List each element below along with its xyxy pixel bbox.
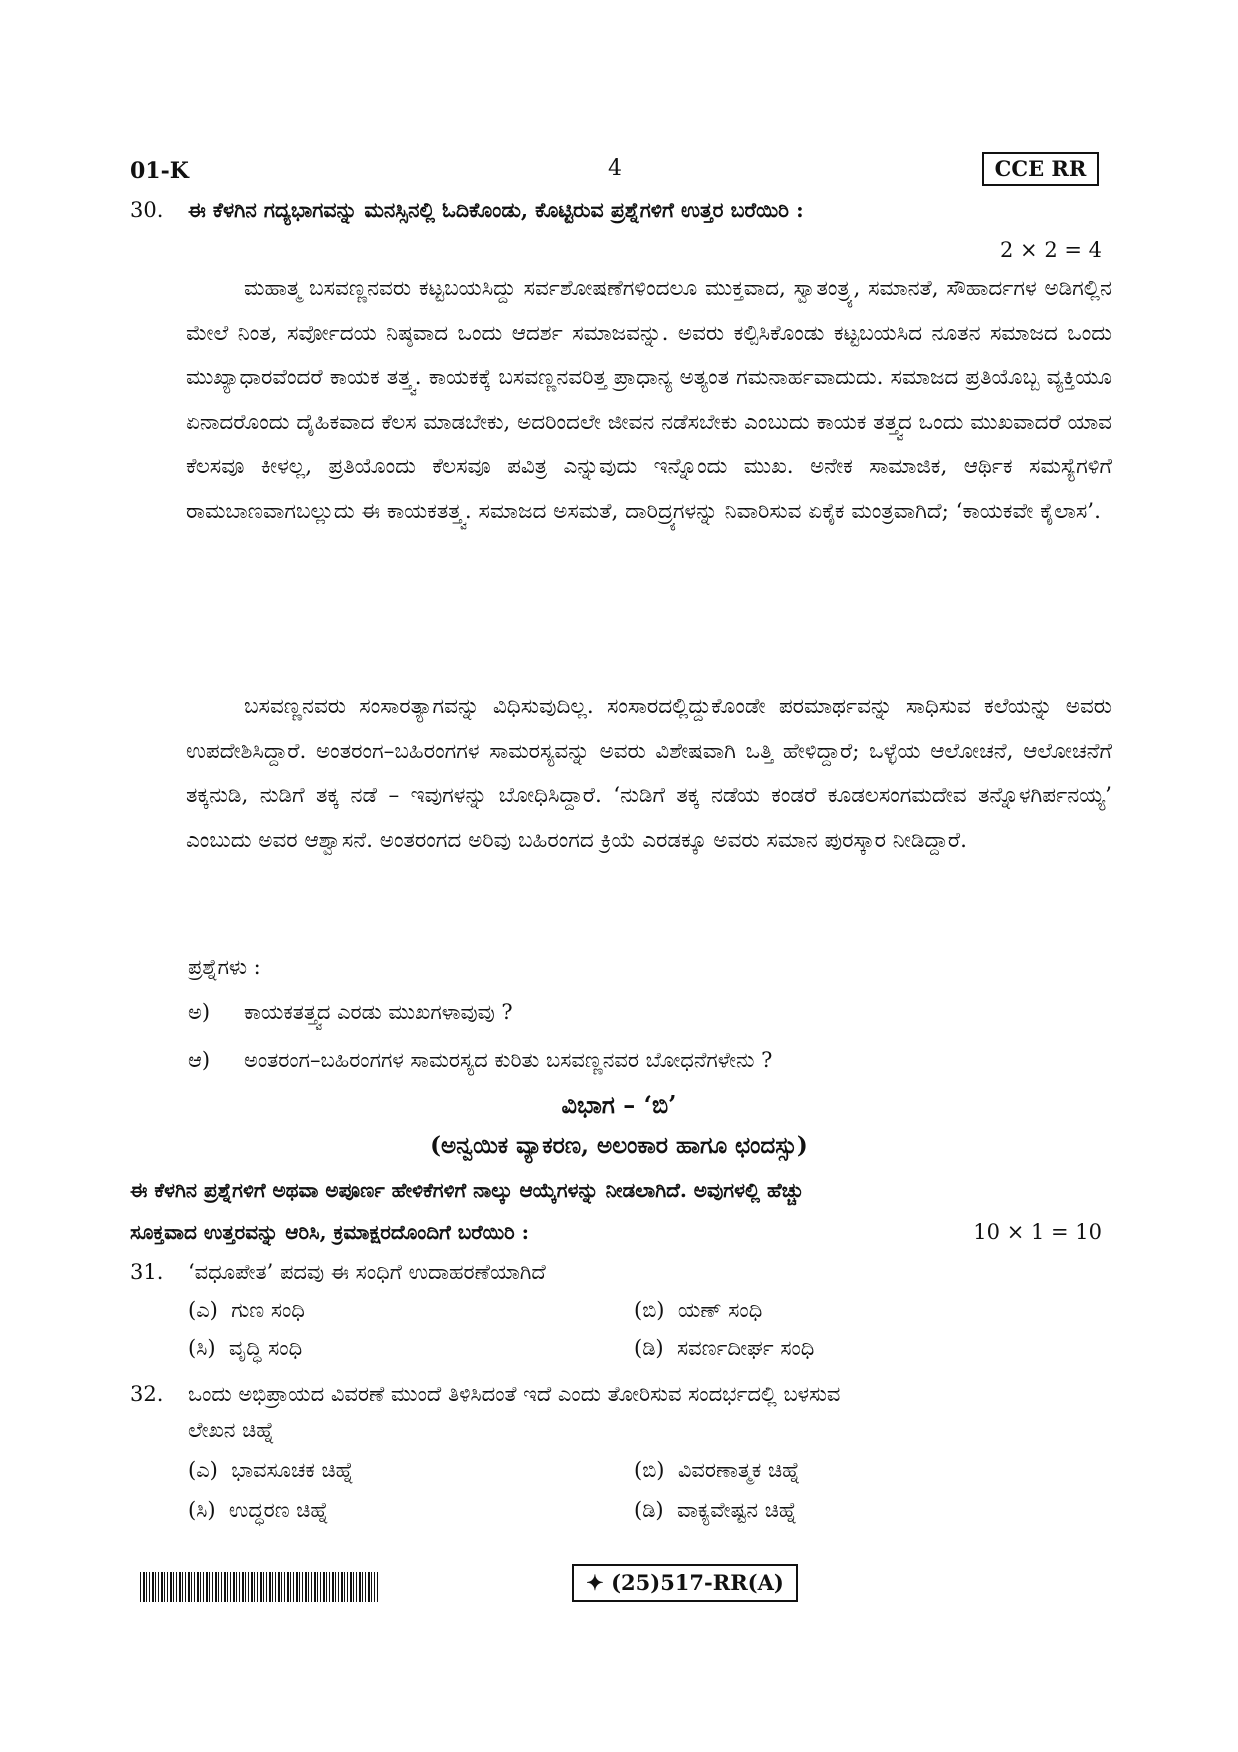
option-text: ಯಣ್ ಸಂಧಿ bbox=[677, 1298, 763, 1322]
questions-label: ಪ್ರಶ್ನೆಗಳು : bbox=[188, 955, 261, 979]
q32-option-d bbox=[634, 1498, 797, 1523]
q30-sub-b-marker: ಆ) bbox=[188, 1048, 211, 1072]
q31-option-b bbox=[634, 1298, 762, 1323]
q31-text: ‘ವಧೂಪೇತ’ ಪದವು ಈ ಸಂಧಿಗೆ ಉದಾಹರಣೆಯಾಗಿದೆ bbox=[188, 1260, 546, 1284]
q32-option-a bbox=[188, 1458, 354, 1483]
section-b-title: ವಿಭಾಗ – ‘ಬಿ’ bbox=[561, 1090, 677, 1119]
option-text: ಸವರ್ಣದೀರ್ಘ ಸಂಧಿ bbox=[676, 1336, 815, 1360]
barcode bbox=[140, 1572, 378, 1602]
q30-sub-a-text: ಕಾಯಕತತ್ತ್ವದ ಎರಡು ಮುಖಗಳಾವುವು ? bbox=[244, 1000, 513, 1024]
footer-code-box bbox=[572, 1564, 798, 1602]
option-marker: (ಬಿ) bbox=[634, 1458, 665, 1482]
option-text: ವೃದ್ಧಿ ಸಂಧಿ bbox=[228, 1336, 303, 1360]
q32-option-b bbox=[634, 1458, 800, 1483]
q30-number: 30. bbox=[130, 198, 164, 222]
q31-number: 31. bbox=[130, 1260, 164, 1284]
q31-option-c bbox=[188, 1336, 302, 1361]
option-text: ವಾಕ್ಯವೇಷ್ಟನ ಚಿಹ್ನೆ bbox=[676, 1498, 798, 1522]
option-marker: (ಸಿ) bbox=[188, 1336, 216, 1360]
q30-marks: 2 × 2 = 4 bbox=[1000, 238, 1102, 262]
section-b-instruction-line2: ಸೂಕ್ತವಾದ ಉತ್ತರವನ್ನು ಆರಿಸಿ, ಕ್ರಮಾಕ್ಷರದೊಂದಿಗೆ ಬರೆಯಿರಿ : bbox=[130, 1220, 530, 1244]
passage-paragraph-1: ಮಹಾತ್ಮ ಬಸವಣ್ಣನವರು ಕಟ್ಟಬಯಸಿದ್ದು ಸರ್ವಶೋಷಣೆಗಳಿಂದಲೂ ಮುಕ್ತವಾದ, ಸ್ವಾತಂತ್ರ್ಯ, ಸಮಾನತೆ, ಸೌಹಾರ್ದಗಳ ಅಡಿಗಲ್ಲಿನ ಮೇಲೆ ನಿಂತ, ಸರ್ವೋದಯ ನಿಷ್ಠವಾದ ಒಂದು ಆದರ್ಶ ಸಮಾಜವನ್ನು. ಅವರು ಕಲ್ಪಿಸಿಕೊಂಡು ಕಟ್ಟಬಯಸಿದ ನೂತನ ಸಮಾಜದ ಒಂದು ಮುಖ್ಯಾಧಾರವೆಂದರೆ ಕಾಯಕ ತತ್ತ್ವ. ಕಾಯಕಕ್ಕೆ ಬಸವಣ್ಣನವರಿತ್ತ ಪ್ರಾಧಾನ್ಯ ಅತ್ಯಂತ ಗಮನಾರ್ಹವಾದುದು. ಸಮಾಜದ ಪ್ರತಿಯೊಬ್ಬ ವ್ಯಕ್ತಿಯೂ ಏನಾದರೊಂದು ದೈಹಿಕವಾದ ಕೆಲಸ ಮಾಡಬೇಕು, ಅದರಿಂದಲೇ ಜೀವನ ನಡೆಸಬೇಕು ಎಂಬುದು ಕಾಯಕ ತತ್ತ್ವದ ಒಂದು ಮುಖವಾದರೆ ಯಾವ ಕೆಲಸವೂ ಕೀಳಲ್ಲ, ಪ್ರತಿಯೊಂದು ಕೆಲಸವೂ ಪವಿತ್ರ ಎನ್ನುವುದು ಇನ್ನೊಂದು ಮುಖ. ಅನೇಕ ಸಾಮಾಜಿಕ, ಆರ್ಥಿಕ ಸಮಸ್ಯೆಗಳಿಗೆ ರಾಮಬಾಣವಾಗಬಲ್ಲುದು ಈ ಕಾಯಕತತ್ತ್ವ. ಸಮಾಜದ ಅಸಮತೆ, ದಾರಿದ್ರ್ಯಗಳನ್ನು ನಿವಾರಿಸುವ ಏಕೈಕ ಮಂತ್ರವಾಗಿದೆ; ‘ಕಾಯಕವೇ ಕೈಲಾಸ’. bbox=[186, 276, 1112, 524]
q31-option-d bbox=[634, 1336, 814, 1361]
q30-sub-b-text: ಅಂತರಂಗ–ಬಹಿರಂಗಗಳ ಸಾಮರಸ್ಯದ ಕುರಿತು ಬಸವಣ್ಣನವರ ಬೋಧನೆಗಳೇನು ? bbox=[244, 1048, 773, 1072]
option-marker: (ಎ) bbox=[188, 1298, 218, 1322]
cce-rr-badge: CCE RR bbox=[982, 152, 1099, 186]
q32-text-line1: ಒಂದು ಅಭಿಪ್ರಾಯದ ವಿವರಣೆ ಮುಂದೆ ತಿಳಿಸಿದಂತೆ ಇದೆ ಎಂದು ತೋರಿಸುವ ಸಂದರ್ಭದಲ್ಲಿ ಬಳಸುವ bbox=[188, 1382, 841, 1406]
option-marker: (ಎ) bbox=[188, 1458, 218, 1482]
passage-paragraph-2: ಬಸವಣ್ಣನವರು ಸಂಸಾರತ್ಯಾಗವನ್ನು ವಿಧಿಸುವುದಿಲ್ಲ. ಸಂಸಾರದಲ್ಲಿದ್ದುಕೊಂಡೇ ಪರಮಾರ್ಥವನ್ನು ಸಾಧಿಸುವ ಕಲೆಯನ್ನು ಅವರು ಉಪದೇಶಿಸಿದ್ದಾರೆ. ಅಂತರಂಗ–ಬಹಿರಂಗಗಳ ಸಾಮರಸ್ಯವನ್ನು ಅವರು ವಿಶೇಷವಾಗಿ ಒತ್ತಿ ಹೇಳಿದ್ದಾರೆ; ಒಳ್ಳೆಯ ಆಲೋಚನೆ, ಆಲೋಚನೆಗೆ ತಕ್ಕನುಡಿ, ನುಡಿಗೆ ತಕ್ಕ ನಡೆ – ಇವುಗಳನ್ನು ಬೋಧಿಸಿದ್ದಾರೆ. ‘ನುಡಿಗೆ ತಕ್ಕ ನಡೆಯ ಕಂಡರೆ ಕೂಡಲಸಂಗಮದೇವ ತನ್ನೊಳಗಿರ್ಪನಯ್ಯ’ ಎಂಬುದು ಅವರ ಆಶ್ವಾಸನೆ. ಅಂತರಂಗದ ಅರಿವು ಬಹಿರಂಗದ ಕ್ರಿಯೆ ಎರಡಕ್ಕೂ ಅವರು ಸಮಾನ ಪುರಸ್ಕಾರ ನೀಡಿದ್ದಾರೆ. bbox=[186, 694, 1112, 853]
star-icon: ✦ bbox=[586, 1570, 604, 1595]
q32-option-c bbox=[188, 1498, 329, 1523]
option-marker: (ಸಿ) bbox=[188, 1498, 216, 1522]
q30-instruction: ಈ ಕೆಳಗಿನ ಗದ್ಯಭಾಗವನ್ನು ಮನಸ್ಸಿನಲ್ಲಿ ಓದಿಕೊಂಡು, ಕೊಟ್ಟಿರುವ ಪ್ರಶ್ನೆಗಳಿಗೆ ಉತ್ತರ ಬರೆಯಿರಿ : bbox=[188, 198, 804, 222]
option-marker: (ಡಿ) bbox=[634, 1336, 664, 1360]
section-b-subtitle: (ಅನ್ವಯಿಕ ವ್ಯಾಕರಣ, ಅಲಂಕಾರ ಹಾಗೂ ಛಂದಸ್ಸು) bbox=[430, 1132, 808, 1159]
option-text: ಭಾವಸೂಚಕ ಚಿಹ್ನೆ bbox=[231, 1458, 354, 1482]
option-text: ಗುಣ ಸಂಧಿ bbox=[231, 1298, 305, 1322]
paper-code-left: 01-K bbox=[130, 158, 189, 184]
option-text: ವಿವರಣಾತ್ಮಕ ಚಿಹ್ನೆ bbox=[677, 1458, 801, 1482]
option-marker: (ಬಿ) bbox=[634, 1298, 665, 1322]
section-b-marks: 10 × 1 = 10 bbox=[973, 1220, 1102, 1244]
q32-text-line2: ಲೇಖನ ಚಿಹ್ನೆ bbox=[188, 1418, 275, 1442]
footer-code: (25)517-RR(A) bbox=[611, 1570, 784, 1595]
page-number: 4 bbox=[608, 156, 622, 181]
option-text: ಉದ್ಧರಣ ಚಿಹ್ನೆ bbox=[228, 1498, 329, 1522]
q31-option-a bbox=[188, 1298, 305, 1323]
option-marker: (ಡಿ) bbox=[634, 1498, 664, 1522]
q32-number: 32. bbox=[130, 1382, 164, 1406]
section-b-instruction-line1: ಈ ಕೆಳಗಿನ ಪ್ರಶ್ನೆಗಳಿಗೆ ಅಥವಾ ಅಪೂರ್ಣ ಹೇಳಿಕೆಗಳಿಗೆ ನಾಲ್ಕು ಆಯ್ಕೆಗಳನ್ನು ನೀಡಲಾಗಿದೆ. ಅವುಗಳಲ್ಲಿ ಹೆಚ್ಚು bbox=[130, 1178, 804, 1202]
q30-sub-a-marker: ಅ) bbox=[188, 1000, 211, 1024]
